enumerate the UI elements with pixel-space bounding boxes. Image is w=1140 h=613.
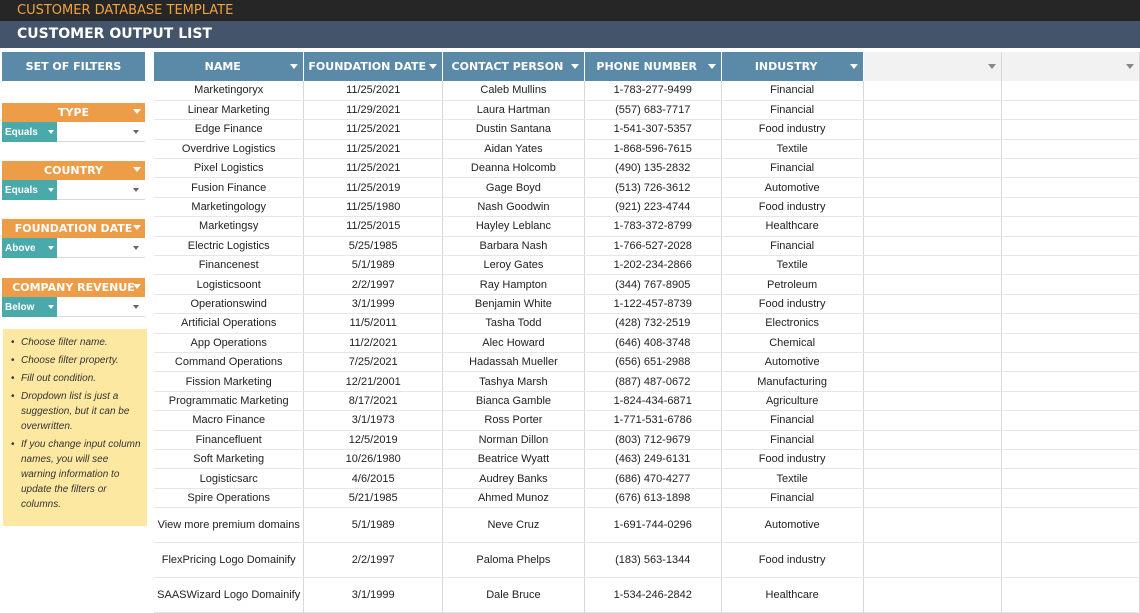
cell-contact-person[interactable]: Paloma Phelps [443, 543, 585, 578]
note-item: • Fill out condition. [11, 371, 143, 386]
cell-empty[interactable] [863, 139, 1001, 158]
table-row [154, 430, 1140, 449]
cell-foundation-date[interactable]: 3/1/1999 [304, 294, 443, 313]
cell-name[interactable]: Electric Logistics [154, 236, 304, 255]
table-row [154, 294, 1140, 313]
cell-industry[interactable]: Automotive [721, 352, 863, 371]
cell-empty[interactable] [1001, 294, 1139, 313]
dropdown-arrow-icon[interactable] [133, 167, 141, 172]
filter-country-condition[interactable]: Equals [2, 180, 57, 200]
cell-empty[interactable] [1001, 543, 1139, 578]
cell-industry[interactable]: Financial [721, 488, 863, 507]
cell-empty[interactable] [863, 217, 1001, 236]
cell-foundation-date[interactable]: 12/21/2001 [304, 372, 443, 391]
cell-empty[interactable] [1001, 469, 1139, 488]
table-row [154, 352, 1140, 371]
cell-name[interactable]: Edge Finance [154, 120, 304, 139]
cell-name[interactable]: Command Operations [154, 352, 304, 371]
cell-contact-person[interactable]: Gage Boyd [443, 178, 585, 197]
filter-company-revenue-value[interactable] [57, 297, 145, 317]
cell-phone-number[interactable]: 1-824-434-6871 [584, 391, 721, 410]
cell-phone-number[interactable]: (686) 470-4277 [584, 469, 721, 488]
cell-industry[interactable]: Healthcare [721, 217, 863, 236]
cell-empty[interactable] [863, 197, 1001, 216]
note-item: • If you change input column names, you will see warning information to update the filters or columns. [11, 437, 143, 512]
cell-name[interactable]: Financefluent [154, 430, 304, 449]
dropdown-arrow-icon[interactable] [48, 305, 54, 309]
table-row [154, 333, 1140, 352]
filter-type-value[interactable] [57, 122, 145, 142]
cell-phone-number[interactable]: (646) 408-3748 [584, 333, 721, 352]
cell-name[interactable]: Soft Marketing [154, 449, 304, 468]
cell-phone-number[interactable]: 1-122-457-8739 [584, 294, 721, 313]
cell-industry[interactable]: Electronics [721, 314, 863, 333]
cell-foundation-date[interactable]: 5/1/1989 [304, 256, 443, 275]
cell-empty[interactable] [863, 411, 1001, 430]
filter-company-revenue [2, 278, 145, 317]
table-row [154, 275, 1140, 294]
table-row [154, 543, 1140, 578]
column-header-contact-person[interactable]: CONTACT PERSON [443, 52, 585, 81]
filter-country-value[interactable] [57, 180, 145, 200]
cell-foundation-date[interactable]: 4/6/2015 [304, 469, 443, 488]
page-title: CUSTOMER OUTPUT LIST [17, 26, 212, 42]
column-header-extra-1[interactable] [863, 52, 1001, 81]
cell-empty[interactable] [1001, 139, 1139, 158]
column-header-phone-number[interactable]: PHONE NUMBER [584, 52, 721, 81]
cell-contact-person[interactable]: Nash Goodwin [443, 197, 585, 216]
cell-industry[interactable]: Automotive [721, 178, 863, 197]
cell-contact-person[interactable]: Laura Hartman [443, 100, 585, 119]
cell-contact-person[interactable]: Dale Bruce [443, 578, 585, 613]
cell-name[interactable]: Artificial Operations [154, 314, 304, 333]
cell-empty[interactable] [1001, 159, 1139, 178]
cell-empty[interactable] [863, 178, 1001, 197]
cell-industry[interactable]: Food industry [721, 449, 863, 468]
cell-phone-number[interactable]: 1-771-531-6786 [584, 411, 721, 430]
cell-foundation-date[interactable]: 5/21/1985 [304, 488, 443, 507]
cell-contact-person[interactable]: Ahmed Munoz [443, 488, 585, 507]
filter-dropdown-icon[interactable] [1126, 64, 1134, 69]
cell-empty[interactable] [1001, 508, 1139, 543]
cell-industry[interactable]: Chemical [721, 333, 863, 352]
cell-empty[interactable] [863, 314, 1001, 333]
instructions-note [3, 329, 147, 526]
cell-empty[interactable] [863, 508, 1001, 543]
cell-phone-number[interactable]: 1-202-234-2866 [584, 256, 721, 275]
column-header-extra-2[interactable] [1001, 52, 1139, 81]
cell-name[interactable]: Marketingology [154, 197, 304, 216]
customer-table [154, 52, 1140, 613]
cell-foundation-date[interactable]: 7/25/2021 [304, 352, 443, 371]
cell-phone-number[interactable]: (676) 613-1898 [584, 488, 721, 507]
cell-contact-person[interactable]: Norman Dillon [443, 430, 585, 449]
cell-empty[interactable] [863, 430, 1001, 449]
cell-foundation-date[interactable]: 11/5/2011 [304, 314, 443, 333]
table-row [154, 217, 1140, 236]
dropdown-arrow-icon[interactable] [133, 305, 139, 309]
cell-foundation-date[interactable]: 2/2/1997 [304, 275, 443, 294]
table-row [154, 178, 1140, 197]
cell-name[interactable]: Marketingsy [154, 217, 304, 236]
cell-foundation-date[interactable]: 5/25/1985 [304, 236, 443, 255]
cell-empty[interactable] [863, 543, 1001, 578]
cell-industry[interactable]: Financial [721, 430, 863, 449]
filter-foundation-date-condition[interactable]: Above [2, 238, 57, 258]
cell-name[interactable]: Macro Finance [154, 411, 304, 430]
cell-empty[interactable] [863, 333, 1001, 352]
table-row [154, 236, 1140, 255]
cell-name[interactable]: Financenest [154, 256, 304, 275]
filter-country-label[interactable]: COUNTRY [2, 161, 145, 180]
cell-name[interactable]: FlexPricing Logo Domainify [154, 543, 304, 578]
cell-phone-number[interactable]: (921) 223-4744 [584, 197, 721, 216]
cell-phone-number[interactable]: 1-783-372-8799 [584, 217, 721, 236]
cell-empty[interactable] [1001, 578, 1139, 613]
cell-empty[interactable] [863, 488, 1001, 507]
cell-foundation-date[interactable]: 11/25/2019 [304, 178, 443, 197]
cell-empty[interactable] [863, 81, 1001, 100]
cell-empty[interactable] [863, 352, 1001, 371]
cell-name[interactable]: Operationswind [154, 294, 304, 313]
cell-empty[interactable] [1001, 100, 1139, 119]
cell-foundation-date[interactable]: 11/25/2021 [304, 139, 443, 158]
table-row [154, 256, 1140, 275]
column-header-name[interactable]: NAME [154, 52, 304, 81]
cell-foundation-date[interactable]: 3/1/1999 [304, 578, 443, 613]
cell-phone-number[interactable]: (463) 249-6131 [584, 449, 721, 468]
cell-contact-person[interactable]: Deanna Holcomb [443, 159, 585, 178]
cell-industry[interactable]: Financial [721, 159, 863, 178]
cell-phone-number[interactable]: (887) 487-0672 [584, 372, 721, 391]
cell-empty[interactable] [863, 120, 1001, 139]
cell-empty[interactable] [863, 256, 1001, 275]
filter-company-revenue-condition[interactable]: Below [2, 297, 57, 317]
cell-contact-person[interactable]: Tasha Todd [443, 314, 585, 333]
cell-foundation-date[interactable]: 10/26/1980 [304, 449, 443, 468]
cell-empty[interactable] [863, 275, 1001, 294]
table-row [154, 314, 1140, 333]
cell-industry[interactable]: Textile [721, 469, 863, 488]
cell-empty[interactable] [1001, 391, 1139, 410]
cell-industry[interactable]: Food industry [721, 543, 863, 578]
cell-empty[interactable] [1001, 275, 1139, 294]
cell-name[interactable]: SAASWizard Logo Domainify [154, 578, 304, 613]
cell-phone-number[interactable]: 1-534-246-2842 [584, 578, 721, 613]
table-row [154, 372, 1140, 391]
table-row [154, 81, 1140, 100]
cell-contact-person[interactable]: Barbara Nash [443, 236, 585, 255]
filter-dropdown-icon[interactable] [571, 64, 579, 69]
filter-country [2, 161, 145, 200]
cell-industry[interactable]: Financial [721, 411, 863, 430]
title-bar [0, 0, 1140, 21]
app-title: CUSTOMER DATABASE TEMPLATE [17, 3, 234, 18]
cell-empty[interactable] [1001, 236, 1139, 255]
dropdown-arrow-icon[interactable] [48, 246, 54, 250]
dropdown-arrow-icon[interactable] [133, 109, 141, 114]
table-row [154, 578, 1140, 613]
table-row [154, 391, 1140, 410]
cell-empty[interactable] [1001, 488, 1139, 507]
table-row [154, 488, 1140, 507]
cell-name[interactable]: Fusion Finance [154, 178, 304, 197]
cell-phone-number[interactable]: 1-868-596-7615 [584, 139, 721, 158]
cell-empty[interactable] [1001, 430, 1139, 449]
table-row [154, 197, 1140, 216]
cell-empty[interactable] [1001, 372, 1139, 391]
cell-empty[interactable] [863, 159, 1001, 178]
dropdown-arrow-icon[interactable] [133, 225, 141, 230]
cell-phone-number[interactable]: (513) 726-3612 [584, 178, 721, 197]
cell-phone-number[interactable]: (803) 712-9679 [584, 430, 721, 449]
table-row [154, 139, 1140, 158]
column-header-industry[interactable]: INDUSTRY [721, 52, 863, 81]
cell-foundation-date[interactable]: 11/2/2021 [304, 333, 443, 352]
cell-name[interactable]: Fission Marketing [154, 372, 304, 391]
cell-name[interactable]: Pixel Logistics [154, 159, 304, 178]
cell-foundation-date[interactable]: 11/25/2021 [304, 81, 443, 100]
cell-industry[interactable]: Manufacturing [721, 372, 863, 391]
cell-empty[interactable] [1001, 217, 1139, 236]
cell-foundation-date[interactable]: 11/25/2021 [304, 120, 443, 139]
cell-industry[interactable]: Food industry [721, 294, 863, 313]
cell-phone-number[interactable]: 1-541-307-5357 [584, 120, 721, 139]
dropdown-arrow-icon[interactable] [48, 130, 54, 134]
cell-industry[interactable]: Financial [721, 236, 863, 255]
filter-dropdown-icon[interactable] [290, 64, 298, 69]
cell-name[interactable]: Programmatic Marketing [154, 391, 304, 410]
cell-phone-number[interactable]: (490) 135-2832 [584, 159, 721, 178]
cell-name[interactable]: Logisticsoont [154, 275, 304, 294]
cell-contact-person[interactable]: Aidan Yates [443, 139, 585, 158]
cell-industry[interactable]: Food industry [721, 120, 863, 139]
dropdown-arrow-icon[interactable] [133, 284, 141, 289]
cell-industry[interactable]: Financial [721, 100, 863, 119]
filters-header: SET OF FILTERS [2, 52, 145, 81]
cell-contact-person[interactable]: Hayley Leblanc [443, 217, 585, 236]
cell-contact-person[interactable]: Alec Howard [443, 333, 585, 352]
cell-industry[interactable]: Textile [721, 256, 863, 275]
cell-contact-person[interactable]: Audrey Banks [443, 469, 585, 488]
filter-foundation-date-label[interactable]: FOUNDATION DATE [2, 219, 145, 238]
cell-foundation-date[interactable]: 5/1/1989 [304, 508, 443, 543]
cell-contact-person[interactable]: Dustin Santana [443, 120, 585, 139]
filter-type [2, 103, 145, 142]
cell-foundation-date[interactable]: 12/5/2019 [304, 430, 443, 449]
cell-empty[interactable] [863, 236, 1001, 255]
table-row [154, 449, 1140, 468]
note-item: • Choose filter property. [11, 353, 143, 368]
cell-empty[interactable] [1001, 352, 1139, 371]
cell-industry[interactable]: Financial [721, 81, 863, 100]
cell-empty[interactable] [1001, 81, 1139, 100]
cell-foundation-date[interactable]: 8/17/2021 [304, 391, 443, 410]
dropdown-arrow-icon[interactable] [133, 130, 139, 134]
cell-contact-person[interactable]: Ross Porter [443, 411, 585, 430]
dropdown-arrow-icon[interactable] [48, 188, 54, 192]
filter-dropdown-icon[interactable] [708, 64, 716, 69]
note-item: • Choose filter name. [11, 335, 143, 350]
dropdown-arrow-icon[interactable] [133, 246, 139, 250]
cell-phone-number[interactable]: (183) 563-1344 [584, 543, 721, 578]
cell-empty[interactable] [1001, 333, 1139, 352]
cell-industry[interactable]: Healthcare [721, 578, 863, 613]
cell-phone-number[interactable]: (557) 683-7717 [584, 100, 721, 119]
column-header-foundation-date[interactable]: FOUNDATION DATE [304, 52, 443, 81]
cell-empty[interactable] [1001, 411, 1139, 430]
filter-dropdown-icon[interactable] [850, 64, 858, 69]
cell-empty[interactable] [1001, 197, 1139, 216]
cell-empty[interactable] [1001, 256, 1139, 275]
cell-name[interactable]: Overdrive Logistics [154, 139, 304, 158]
cell-industry[interactable]: Textile [721, 139, 863, 158]
table-row [154, 100, 1140, 119]
cell-foundation-date[interactable]: 11/29/2021 [304, 100, 443, 119]
cell-name[interactable]: Marketingoryx [154, 81, 304, 100]
filter-type-condition[interactable]: Equals [2, 122, 57, 142]
cell-contact-person[interactable]: Bianca Gamble [443, 391, 585, 410]
cell-empty[interactable] [1001, 120, 1139, 139]
filter-foundation-date [2, 219, 145, 258]
filter-dropdown-icon[interactable] [429, 64, 437, 69]
dropdown-arrow-icon[interactable] [133, 188, 139, 192]
cell-contact-person[interactable]: Caleb Mullins [443, 81, 585, 100]
cell-foundation-date[interactable]: 11/25/2021 [304, 159, 443, 178]
note-item: • Dropdown list is just a suggestion, but it can be overwritten. [11, 389, 143, 434]
cell-phone-number[interactable]: (344) 767-8905 [584, 275, 721, 294]
cell-empty[interactable] [863, 372, 1001, 391]
subtitle-bar [0, 21, 1140, 48]
cell-foundation-date[interactable]: 11/25/2015 [304, 217, 443, 236]
cell-industry[interactable]: Petroleum [721, 275, 863, 294]
table-row [154, 120, 1140, 139]
cell-empty[interactable] [1001, 449, 1139, 468]
cell-name[interactable]: View more premium domains [154, 508, 304, 543]
filter-company-revenue-label[interactable]: COMPANY REVENUE [2, 278, 145, 297]
filter-type-label[interactable]: TYPE [2, 103, 145, 122]
cell-phone-number[interactable]: (656) 651-2988 [584, 352, 721, 371]
cell-industry[interactable]: Automotive [721, 508, 863, 543]
cell-industry[interactable]: Agriculture [721, 391, 863, 410]
cell-empty[interactable] [863, 578, 1001, 613]
cell-contact-person[interactable]: Beatrice Wyatt [443, 449, 585, 468]
cell-foundation-date[interactable]: 2/2/1997 [304, 543, 443, 578]
cell-name[interactable]: Spire Operations [154, 488, 304, 507]
filter-foundation-date-value[interactable] [57, 238, 145, 258]
cell-empty[interactable] [1001, 314, 1139, 333]
filter-dropdown-icon[interactable] [988, 64, 996, 69]
cell-empty[interactable] [863, 100, 1001, 119]
cell-foundation-date[interactable]: 3/1/1973 [304, 411, 443, 430]
table-row [154, 411, 1140, 430]
cell-foundation-date[interactable]: 11/25/1980 [304, 197, 443, 216]
cell-name[interactable]: Linear Marketing [154, 100, 304, 119]
cell-contact-person[interactable]: Hadassah Mueller [443, 352, 585, 371]
cell-empty[interactable] [863, 449, 1001, 468]
cell-empty[interactable] [1001, 178, 1139, 197]
table-row [154, 469, 1140, 488]
cell-contact-person[interactable]: Benjamin White [443, 294, 585, 313]
cell-industry[interactable]: Food industry [721, 197, 863, 216]
cell-phone-number[interactable]: 1-691-744-0296 [584, 508, 721, 543]
cell-contact-person[interactable]: Neve Cruz [443, 508, 585, 543]
table-row [154, 508, 1140, 543]
cell-contact-person[interactable]: Tashya Marsh [443, 372, 585, 391]
cell-phone-number[interactable]: (428) 732-2519 [584, 314, 721, 333]
table-header-row [154, 52, 1140, 81]
cell-phone-number[interactable]: 1-783-277-9499 [584, 81, 721, 100]
cell-phone-number[interactable]: 1-766-527-2028 [584, 236, 721, 255]
cell-contact-person[interactable]: Ray Hampton [443, 275, 585, 294]
cell-contact-person[interactable]: Leroy Gates [443, 256, 585, 275]
cell-empty[interactable] [863, 469, 1001, 488]
table-row [154, 159, 1140, 178]
cell-name[interactable]: App Operations [154, 333, 304, 352]
cell-empty[interactable] [863, 391, 1001, 410]
cell-empty[interactable] [863, 294, 1001, 313]
cell-name[interactable]: Logisticsarc [154, 469, 304, 488]
